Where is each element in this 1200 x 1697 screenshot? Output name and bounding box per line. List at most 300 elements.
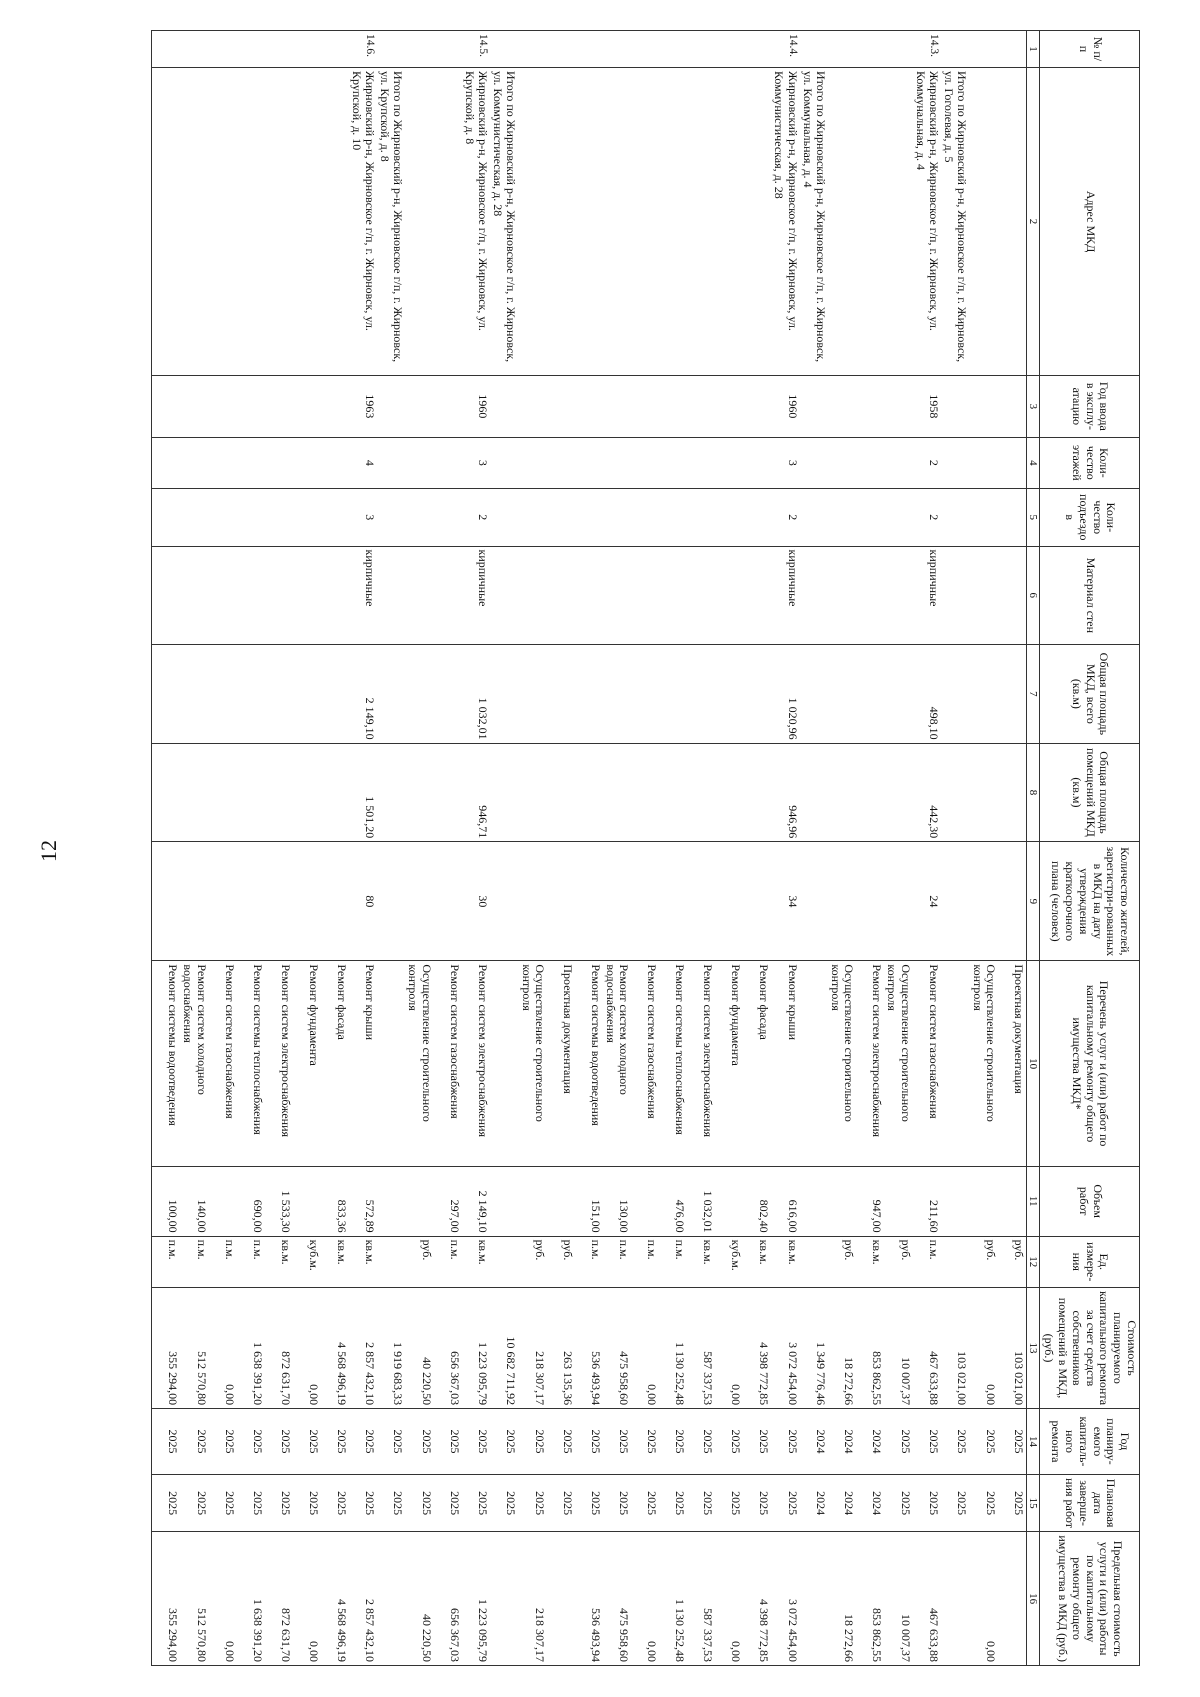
table-cell bbox=[800, 645, 828, 744]
table-cell bbox=[265, 743, 293, 842]
table-cell: 872 631,70 bbox=[265, 1287, 293, 1408]
table-cell bbox=[941, 961, 969, 1166]
table-cell: Ремонт систем газоснабжения bbox=[209, 961, 237, 1166]
table-cell bbox=[377, 842, 405, 961]
table-cell: Жирновский р-н, Жирновское г/п, г. Жирновск, ул. Коммунистическая, д. 28 bbox=[771, 67, 799, 375]
table-cell: 2 bbox=[771, 489, 799, 547]
table-cell bbox=[715, 376, 743, 438]
table-cell: 18 272,66 bbox=[828, 1532, 856, 1666]
table-cell: 218 307,17 bbox=[518, 1287, 546, 1408]
table-cell: 24 bbox=[913, 842, 941, 961]
table-cell bbox=[209, 489, 237, 547]
table-cell: 2 bbox=[462, 489, 490, 547]
table-cell bbox=[209, 645, 237, 744]
table-cell bbox=[800, 1236, 828, 1287]
column-number: 15 bbox=[1026, 1474, 1040, 1532]
table-cell bbox=[998, 1532, 1027, 1666]
table-cell bbox=[490, 437, 518, 488]
table-cell bbox=[321, 437, 349, 488]
table-cell bbox=[715, 489, 743, 547]
table-cell bbox=[490, 842, 518, 961]
table-cell bbox=[293, 376, 321, 438]
table-cell bbox=[941, 645, 969, 744]
table-cell: Осуществление строительного контроля bbox=[518, 961, 546, 1166]
table-cell bbox=[237, 489, 265, 547]
table-cell: 0,00 bbox=[293, 1532, 321, 1666]
table-cell: 1 032,01 bbox=[462, 645, 490, 744]
table-cell bbox=[237, 546, 265, 645]
table-cell bbox=[152, 645, 181, 744]
table-cell bbox=[941, 376, 969, 438]
table-cell: 2025 bbox=[913, 1409, 941, 1475]
table-cell bbox=[884, 31, 912, 68]
table-cell: 1 638 391,20 bbox=[237, 1532, 265, 1666]
table-cell bbox=[547, 546, 575, 645]
table-cell bbox=[856, 842, 884, 961]
column-number: 6 bbox=[1026, 546, 1040, 645]
table-cell bbox=[293, 489, 321, 547]
table-cell bbox=[941, 31, 969, 68]
table-cell: 1 533,30 bbox=[265, 1166, 293, 1236]
table-cell: 1 349 776,46 bbox=[800, 1287, 828, 1408]
table-cell bbox=[715, 31, 743, 68]
table-cell bbox=[856, 546, 884, 645]
header-cell: Год планиру-емого капиталь-ного ремонта bbox=[1040, 1409, 1140, 1475]
table-cell: 2025 bbox=[715, 1409, 743, 1475]
table-cell: 2025 bbox=[659, 1409, 687, 1475]
table-cell bbox=[434, 842, 462, 961]
table-cell bbox=[321, 489, 349, 547]
table-cell bbox=[293, 842, 321, 961]
table-cell bbox=[715, 842, 743, 961]
table-cell: п.м. bbox=[434, 1236, 462, 1287]
table-cell: 2025 bbox=[293, 1409, 321, 1475]
header-cell: Объем работ bbox=[1040, 1166, 1140, 1236]
table-cell: 536 493,94 bbox=[575, 1287, 603, 1408]
table-cell bbox=[518, 489, 546, 547]
column-number: 8 bbox=[1026, 743, 1040, 842]
table-cell: 10 007,37 bbox=[884, 1532, 912, 1666]
table-row bbox=[631, 31, 659, 1666]
table-cell: п.м. bbox=[209, 1236, 237, 1287]
table-cell: 2025 bbox=[631, 1409, 659, 1475]
table-cell bbox=[265, 376, 293, 438]
table-cell bbox=[828, 31, 856, 68]
table-cell bbox=[884, 376, 912, 438]
table-cell bbox=[518, 67, 546, 375]
table-cell: 0,00 bbox=[293, 1287, 321, 1408]
table-cell: 4 398 772,85 bbox=[743, 1532, 771, 1666]
table-cell: Осуществление строительного контроля bbox=[405, 961, 433, 1166]
table-cell bbox=[321, 546, 349, 645]
table-cell: 2025 bbox=[998, 1409, 1027, 1475]
table-cell bbox=[237, 842, 265, 961]
table-cell bbox=[547, 743, 575, 842]
table-cell: 14.5. bbox=[462, 31, 490, 68]
table-cell: 0,00 bbox=[631, 1287, 659, 1408]
table-cell: руб. bbox=[969, 1236, 997, 1287]
table-cell: 2025 bbox=[180, 1474, 208, 1532]
table-cell: 0,00 bbox=[969, 1532, 997, 1666]
table-cell bbox=[265, 31, 293, 68]
table-cell: 2025 bbox=[180, 1409, 208, 1475]
table-row bbox=[715, 31, 743, 1666]
table-cell: Ремонт фасада bbox=[321, 961, 349, 1166]
table-cell bbox=[434, 743, 462, 842]
table-cell: 2 857 432,10 bbox=[349, 1287, 377, 1408]
table-cell: 1 501,20 bbox=[349, 743, 377, 842]
table-cell bbox=[828, 645, 856, 744]
table-cell: 1 020,96 bbox=[771, 645, 799, 744]
table-cell bbox=[377, 546, 405, 645]
table-cell: Осуществление строительного контроля bbox=[969, 961, 997, 1166]
table-cell: кв.м. bbox=[856, 1236, 884, 1287]
table-cell bbox=[969, 376, 997, 438]
table-cell: п.м. bbox=[631, 1236, 659, 1287]
table-cell: 355 294,00 bbox=[152, 1287, 181, 1408]
page-number: 12 bbox=[36, 840, 61, 862]
table-cell: 100,00 bbox=[152, 1166, 181, 1236]
table-row bbox=[434, 31, 462, 1666]
table-cell bbox=[265, 645, 293, 744]
table-cell: 512 570,80 bbox=[180, 1532, 208, 1666]
table-cell bbox=[687, 546, 715, 645]
table-cell bbox=[631, 546, 659, 645]
table-cell: кв.м. bbox=[321, 1236, 349, 1287]
table-cell: 475 958,60 bbox=[603, 1532, 631, 1666]
table-cell: 103 021,00 bbox=[941, 1287, 969, 1408]
table-cell: 2 149,10 bbox=[462, 1166, 490, 1236]
table-cell: 872 631,70 bbox=[265, 1532, 293, 1666]
table-cell bbox=[800, 31, 828, 68]
column-number: 4 bbox=[1026, 437, 1040, 488]
table-cell bbox=[575, 31, 603, 68]
table-cell: 103 021,00 bbox=[998, 1287, 1027, 1408]
table-cell bbox=[856, 67, 884, 375]
table-row bbox=[771, 31, 799, 1666]
table-cell bbox=[490, 489, 518, 547]
table-cell bbox=[293, 645, 321, 744]
table-cell bbox=[434, 67, 462, 375]
table-cell: 476,00 bbox=[659, 1166, 687, 1236]
table-cell: 2025 bbox=[237, 1474, 265, 1532]
table-row bbox=[377, 31, 405, 1666]
table-cell bbox=[575, 437, 603, 488]
table-cell: Ремонт систем газоснабжения bbox=[434, 961, 462, 1166]
table-cell bbox=[687, 376, 715, 438]
table-cell bbox=[405, 743, 433, 842]
table-cell bbox=[152, 489, 181, 547]
header-cell: Коли-чество этажей bbox=[1040, 437, 1140, 488]
table-cell: 2025 bbox=[998, 1474, 1027, 1532]
table-cell bbox=[998, 31, 1027, 68]
table-cell bbox=[434, 437, 462, 488]
table-cell bbox=[547, 437, 575, 488]
table-cell bbox=[800, 1532, 828, 1666]
table-cell: 2025 bbox=[547, 1474, 575, 1532]
table-cell: руб. bbox=[998, 1236, 1027, 1287]
table-cell: 2025 bbox=[265, 1474, 293, 1532]
table-cell bbox=[180, 546, 208, 645]
table-cell bbox=[547, 376, 575, 438]
table-cell: 475 958,60 bbox=[603, 1287, 631, 1408]
table-cell: 3 072 454,00 bbox=[771, 1532, 799, 1666]
repair-plan-table bbox=[151, 30, 1140, 1666]
column-number: 13 bbox=[1026, 1287, 1040, 1408]
table-cell bbox=[377, 437, 405, 488]
table-cell: 2025 bbox=[321, 1474, 349, 1532]
table-cell: 1 919 683,33 bbox=[377, 1287, 405, 1408]
table-row bbox=[800, 31, 828, 1666]
table-cell: 0,00 bbox=[715, 1532, 743, 1666]
table-row bbox=[884, 31, 912, 1666]
table-cell: Ремонт крыши bbox=[771, 961, 799, 1166]
table-cell bbox=[405, 842, 433, 961]
table-cell: 2025 bbox=[462, 1409, 490, 1475]
table-cell bbox=[575, 546, 603, 645]
table-cell: п.м. bbox=[237, 1236, 265, 1287]
table-cell bbox=[405, 31, 433, 68]
table-cell bbox=[884, 842, 912, 961]
table-cell: руб. bbox=[547, 1236, 575, 1287]
table-cell bbox=[998, 546, 1027, 645]
table-cell: Ремонт систем холодного водоснабжения bbox=[603, 961, 631, 1166]
table-cell: 656 367,03 bbox=[434, 1532, 462, 1666]
table-cell: 2025 bbox=[434, 1474, 462, 1532]
table-cell: 2025 bbox=[349, 1409, 377, 1475]
table-cell bbox=[603, 67, 631, 375]
table-cell: 946,96 bbox=[771, 743, 799, 842]
table-cell: 587 337,53 bbox=[687, 1532, 715, 1666]
table-cell bbox=[209, 842, 237, 961]
table-cell bbox=[321, 31, 349, 68]
table-cell bbox=[209, 546, 237, 645]
table-cell: куб.м. bbox=[293, 1236, 321, 1287]
table-row bbox=[349, 31, 377, 1666]
table-cell bbox=[659, 645, 687, 744]
column-number: 5 bbox=[1026, 489, 1040, 547]
table-cell bbox=[856, 645, 884, 744]
table-cell: 2025 bbox=[293, 1474, 321, 1532]
table-cell bbox=[631, 437, 659, 488]
table-cell bbox=[434, 489, 462, 547]
table-cell: 140,00 bbox=[180, 1166, 208, 1236]
table-cell bbox=[603, 376, 631, 438]
table-row bbox=[152, 31, 181, 1666]
table-cell: Жирновский р-н, Жирновское г/п, г. Жирновск, ул. Коммунальная, д. 4 bbox=[913, 67, 941, 375]
table-cell: 2 149,10 bbox=[349, 645, 377, 744]
table-cell bbox=[631, 31, 659, 68]
table-cell bbox=[518, 437, 546, 488]
table-row bbox=[575, 31, 603, 1666]
table-cell: 2025 bbox=[687, 1474, 715, 1532]
table-cell bbox=[659, 546, 687, 645]
table-cell: 0,00 bbox=[209, 1532, 237, 1666]
table-row bbox=[293, 31, 321, 1666]
column-number: 1 bbox=[1026, 31, 1040, 68]
table-cell: 1958 bbox=[913, 376, 941, 438]
table-cell: 10 682 711,92 bbox=[490, 1287, 518, 1408]
table-cell bbox=[800, 489, 828, 547]
table-cell bbox=[265, 489, 293, 547]
table-cell bbox=[152, 376, 181, 438]
table-cell: Ремонт фундамента bbox=[715, 961, 743, 1166]
table-cell bbox=[490, 31, 518, 68]
table-cell bbox=[800, 1166, 828, 1236]
table-cell bbox=[575, 842, 603, 961]
table-cell: 536 493,94 bbox=[575, 1532, 603, 1666]
table-row bbox=[969, 31, 997, 1666]
table-cell: 30 bbox=[462, 842, 490, 961]
header-cell: № п/п bbox=[1040, 31, 1140, 68]
table-row bbox=[462, 31, 490, 1666]
table-cell bbox=[209, 437, 237, 488]
table-cell bbox=[743, 376, 771, 438]
table-cell bbox=[490, 743, 518, 842]
table-cell bbox=[631, 67, 659, 375]
table-cell: кв.м. bbox=[265, 1236, 293, 1287]
table-cell bbox=[631, 645, 659, 744]
table-cell bbox=[715, 1166, 743, 1236]
table-cell bbox=[828, 437, 856, 488]
table-cell: 572,89 bbox=[349, 1166, 377, 1236]
table-cell bbox=[969, 67, 997, 375]
table-cell bbox=[828, 743, 856, 842]
table-cell: 2025 bbox=[631, 1474, 659, 1532]
header-cell: Ед. измере-ния bbox=[1040, 1236, 1140, 1287]
table-cell bbox=[377, 1236, 405, 1287]
table-cell bbox=[800, 437, 828, 488]
table-cell bbox=[715, 67, 743, 375]
table-cell: п.м. bbox=[913, 1236, 941, 1287]
table-cell: 2025 bbox=[603, 1409, 631, 1475]
table-cell: кв.м. bbox=[687, 1236, 715, 1287]
header-cell: Плановая дата заверше-ния работ bbox=[1040, 1474, 1140, 1532]
table-cell bbox=[856, 31, 884, 68]
table-cell bbox=[941, 546, 969, 645]
table-cell bbox=[405, 67, 433, 375]
table-body bbox=[152, 31, 1027, 1666]
table-cell bbox=[518, 546, 546, 645]
table-cell bbox=[659, 489, 687, 547]
table-cell: Ремонт фасада bbox=[743, 961, 771, 1166]
table-cell bbox=[828, 1166, 856, 1236]
table-row bbox=[180, 31, 208, 1666]
column-number: 11 bbox=[1026, 1166, 1040, 1236]
table-cell: Ремонт крыши bbox=[349, 961, 377, 1166]
table-cell bbox=[377, 31, 405, 68]
table-cell bbox=[998, 376, 1027, 438]
table-cell: 4 568 496,19 bbox=[321, 1532, 349, 1666]
table-cell bbox=[687, 645, 715, 744]
table-cell: Жирновский р-н, Жирновское г/п, г. Жирновск, ул. Крупской, д. 8 bbox=[462, 67, 490, 375]
table-cell: 4 bbox=[349, 437, 377, 488]
table-cell: кирпичные bbox=[771, 546, 799, 645]
table-row bbox=[743, 31, 771, 1666]
table-cell: 2025 bbox=[884, 1474, 912, 1532]
table-cell bbox=[743, 743, 771, 842]
table-cell bbox=[687, 31, 715, 68]
table-cell bbox=[575, 743, 603, 842]
table-cell bbox=[434, 546, 462, 645]
table-cell: 853 862,55 bbox=[856, 1532, 884, 1666]
table-cell: 2025 bbox=[575, 1474, 603, 1532]
table-cell bbox=[152, 437, 181, 488]
table-cell: 2025 bbox=[377, 1474, 405, 1532]
table-cell bbox=[941, 489, 969, 547]
table-cell bbox=[434, 376, 462, 438]
table-cell: 2024 bbox=[828, 1474, 856, 1532]
table-cell bbox=[743, 842, 771, 961]
table-cell bbox=[180, 376, 208, 438]
table-row bbox=[913, 31, 941, 1666]
header-cell: Стоимость планируемого капитального ремонта за счет средств собственников помещений в МКД, (руб.) bbox=[1040, 1287, 1140, 1408]
table-cell: 211,60 bbox=[913, 1166, 941, 1236]
table-cell: 2025 bbox=[405, 1409, 433, 1475]
table-cell bbox=[293, 67, 321, 375]
table-cell: 467 633,88 bbox=[913, 1532, 941, 1666]
table-row bbox=[603, 31, 631, 1666]
table-cell: руб. bbox=[518, 1236, 546, 1287]
table-cell bbox=[800, 842, 828, 961]
table-cell: 2025 bbox=[884, 1409, 912, 1475]
table-cell: Ремонт систем электроснабжения bbox=[687, 961, 715, 1166]
table-cell bbox=[884, 645, 912, 744]
table-cell: Проектная документация bbox=[998, 961, 1027, 1166]
table-cell: 2025 bbox=[405, 1474, 433, 1532]
column-number: 9 bbox=[1026, 842, 1040, 961]
table-cell bbox=[490, 376, 518, 438]
table-cell bbox=[715, 645, 743, 744]
table-cell: 2025 bbox=[575, 1409, 603, 1475]
table-cell bbox=[434, 31, 462, 68]
table-cell: Ремонт систем электроснабжения bbox=[462, 961, 490, 1166]
table-cell bbox=[800, 546, 828, 645]
table-cell: 2025 bbox=[152, 1409, 181, 1475]
table-cell bbox=[969, 437, 997, 488]
table-cell: 1 032,01 bbox=[687, 1166, 715, 1236]
table-cell bbox=[998, 437, 1027, 488]
header-cell: Адрес МКД bbox=[1040, 67, 1140, 375]
table-cell bbox=[490, 961, 518, 1166]
table-cell bbox=[631, 1166, 659, 1236]
table-cell bbox=[969, 743, 997, 842]
table-cell: 14.4. bbox=[771, 31, 799, 68]
table-cell bbox=[941, 1166, 969, 1236]
table-cell bbox=[321, 743, 349, 842]
table-cell: Ремонт систем холодного водоснабжения bbox=[180, 961, 208, 1166]
table-cell bbox=[265, 546, 293, 645]
table-cell bbox=[377, 961, 405, 1166]
table-cell bbox=[293, 437, 321, 488]
table-cell: руб. bbox=[405, 1236, 433, 1287]
table-cell bbox=[631, 743, 659, 842]
table-cell: 4 568 496,19 bbox=[321, 1287, 349, 1408]
table-cell: 2025 bbox=[265, 1409, 293, 1475]
table-cell bbox=[547, 1166, 575, 1236]
header-cell: Количество жителей, зарегистри-рованных в МКД на дату утверждения краткосрочного плана (человек) bbox=[1040, 842, 1140, 961]
table-cell bbox=[575, 645, 603, 744]
table-cell: 802,40 bbox=[743, 1166, 771, 1236]
table-cell bbox=[828, 842, 856, 961]
table-cell: 616,00 bbox=[771, 1166, 799, 1236]
table-cell bbox=[547, 31, 575, 68]
table-cell bbox=[828, 376, 856, 438]
header-row bbox=[1040, 31, 1140, 1666]
table-cell bbox=[969, 546, 997, 645]
header-cell: Общая площадь МКД, всего (кв.м) bbox=[1040, 645, 1140, 744]
table-cell bbox=[518, 645, 546, 744]
